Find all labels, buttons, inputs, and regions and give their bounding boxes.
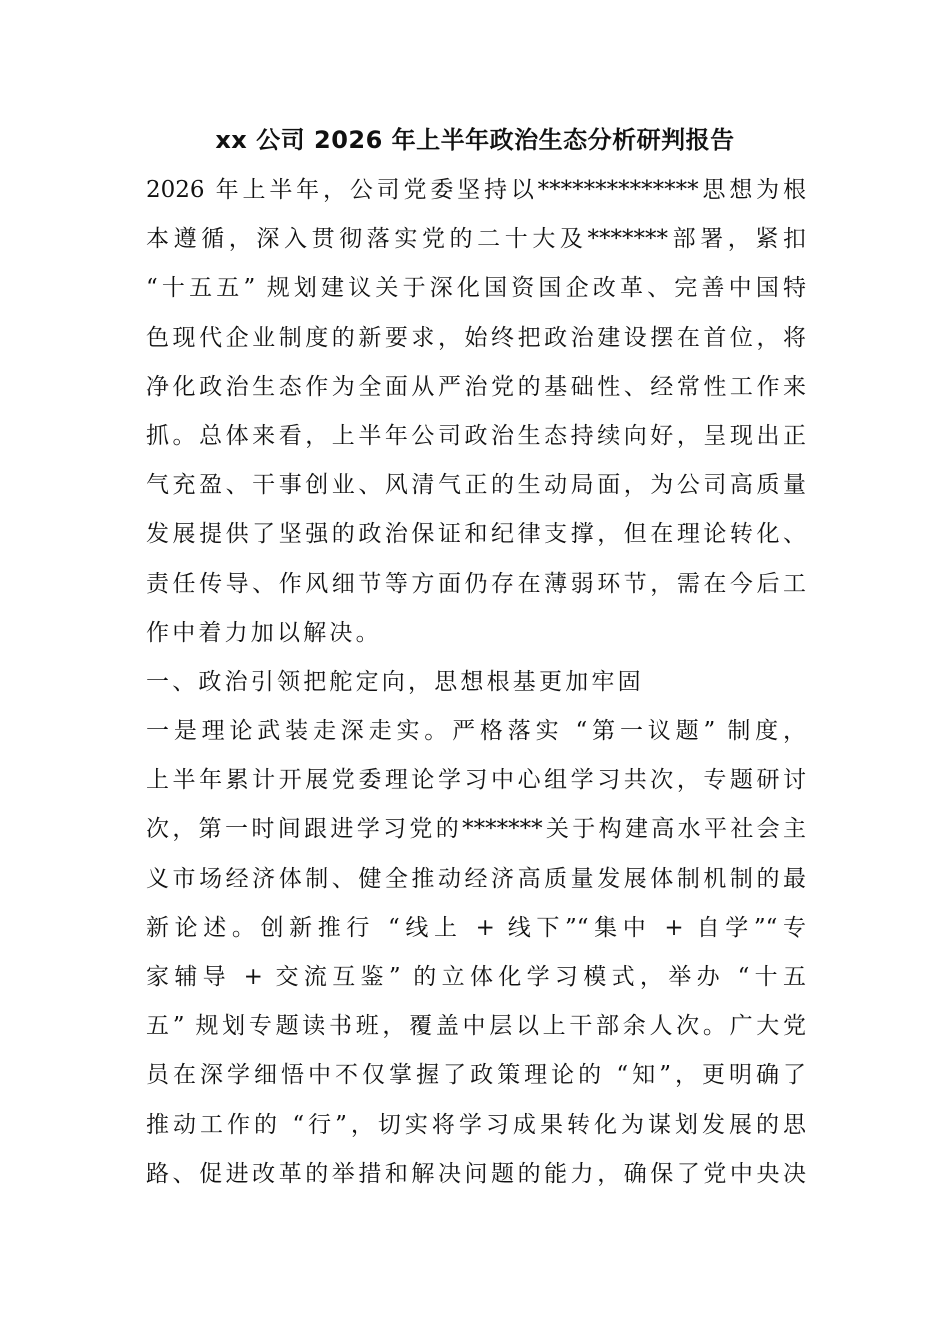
text-line: 本遵循，深入贯彻落实党的二十大及*******部署，紧扣 xyxy=(146,226,806,253)
text-line: 一是理论武装走深走实。严格落实 “第一议题” 制度， xyxy=(146,718,806,745)
text-line: 抓。总体来看，上半年公司政治生态持续向好，呈现出正 xyxy=(146,422,806,449)
text-line: 一、政治引领把舵定向，思想根基更加牢固 xyxy=(146,668,644,695)
text-line: 义市场经济体制、健全推动经济高质量发展体制机制的最 xyxy=(146,865,806,892)
text-line: 净化政治生态作为全面从严治党的基础性、经常性工作来 xyxy=(146,373,806,400)
document-body xyxy=(146,166,806,1199)
text-line: 五” 规划专题读书班，覆盖中层以上干部余人次。广大党 xyxy=(146,1013,806,1040)
text-line: 新论述。创新推行 “线上 + 线下”“集中 + 自学”“专 xyxy=(146,914,806,941)
text-line: 责任传导、作风细节等方面仍存在薄弱环节，需在今后工 xyxy=(146,570,806,597)
text-line: 作中着力加以解决。 xyxy=(146,619,382,646)
document-title: xx 公司 2026 年上半年政治生态分析研判报告 xyxy=(215,126,735,154)
text-line: 气充盈、干事创业、风清气正的生动局面，为公司高质量 xyxy=(146,472,806,499)
text-line: 2026 年上半年，公司党委坚持以**************思想为根 xyxy=(146,177,806,203)
text-line: 发展提供了坚强的政治保证和纪律支撑，但在理论转化、 xyxy=(146,521,806,548)
text-line: 路、促进改革的举措和解决问题的能力，确保了党中央决 xyxy=(146,1160,806,1187)
text-line: 色现代企业制度的新要求，始终把政治建设摆在首位，将 xyxy=(146,324,806,351)
text-line: 次，第一时间跟进学习党的*******关于构建高水平社会主 xyxy=(146,816,806,843)
text-line: “十五五” 规划建议关于深化国资国企改革、完善中国特 xyxy=(146,275,806,302)
text-line: 家辅导 + 交流互鉴” 的立体化学习模式，举办 “十五 xyxy=(146,964,806,990)
text-line: 上半年累计开展党委理论学习中心组学习共次，专题研讨 xyxy=(146,767,806,794)
text-line: 推动工作的 “行”，切实将学习成果转化为谋划发展的思 xyxy=(146,1111,806,1138)
text-line: 员在深学细悟中不仅掌握了政策理论的 “知”，更明确了 xyxy=(146,1062,806,1089)
